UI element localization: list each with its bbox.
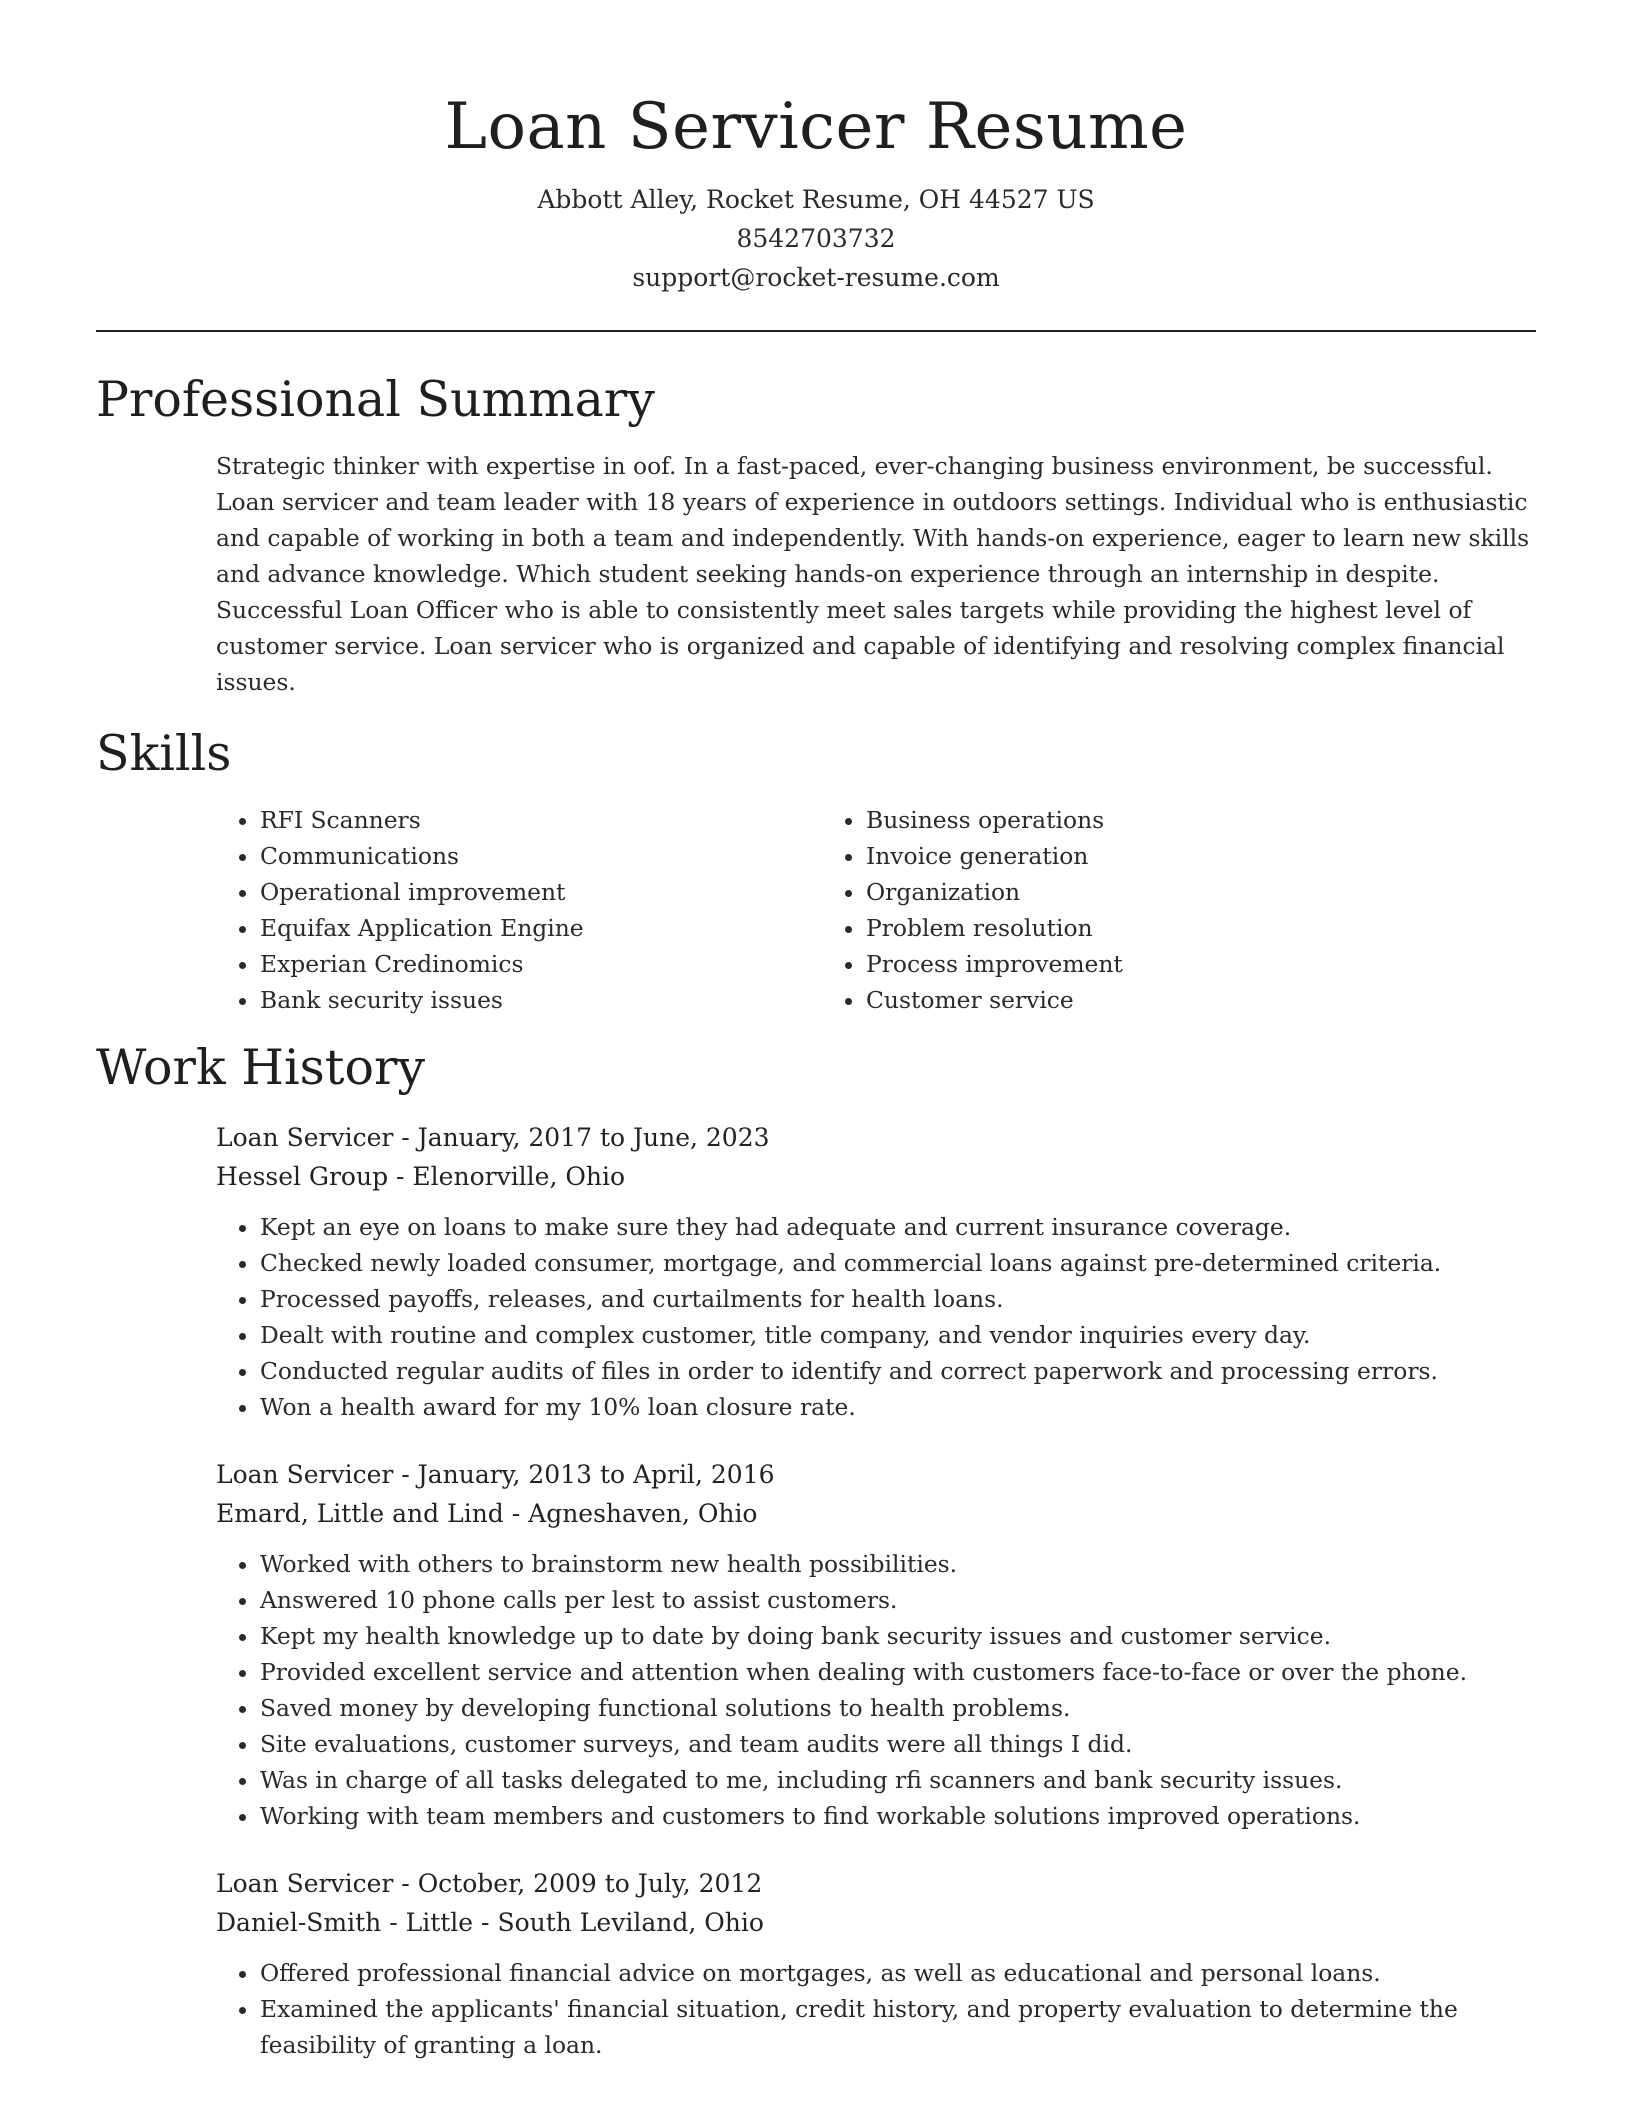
job-duty: • Processed payoffs, releases, and curtailments for health loans.	[260, 1281, 1536, 1317]
job-duties	[216, 1955, 1536, 2063]
job-duties	[216, 1546, 1536, 1834]
work-history-heading: Work History	[96, 1039, 426, 1096]
job-duty: • Site evaluations, customer surveys, and team audits were all things I did.	[260, 1726, 1536, 1762]
job-company: Daniel-Smith - Little	[216, 1908, 474, 1937]
job-duty: • Kept my health knowledge up to date by doing bank security issues and customer service.	[260, 1618, 1536, 1654]
job-entry	[216, 1455, 1536, 1834]
job-company: Emard, Little and Lind	[216, 1499, 504, 1528]
job-duty: • Was in charge of all tasks delegated to me, including rfi scanners and bank security issues.	[260, 1762, 1536, 1798]
skill-item: • Organization	[866, 874, 1422, 910]
job-duty: • Working with team members and customers to find workable solutions improved operations.	[260, 1798, 1536, 1834]
job-dates: January, 2013 to April, 2016	[417, 1460, 775, 1489]
skill-item: • Process improvement	[866, 946, 1422, 982]
job-duty: • Checked newly loaded consumer, mortgage, and commercial loans against pre-determined criteria.	[260, 1245, 1536, 1281]
skill-item: • Equifax Application Engine	[260, 910, 822, 946]
job-duty: • Dealt with routine and complex customer, title company, and vendor inquiries every day.	[260, 1317, 1536, 1353]
job-duty: • Examined the applicants' financial situation, credit history, and property evaluation to determine the feasibility of granting a loan.	[260, 1991, 1536, 2063]
job-title: Loan Servicer	[216, 1123, 394, 1152]
job-entry	[216, 1864, 1536, 2063]
contact-block	[96, 180, 1536, 297]
skill-item: • Operational improvement	[260, 874, 822, 910]
skill-item: • Customer service	[866, 982, 1422, 1018]
contact-address: Abbott Alley, Rocket Resume, OH 44527 US	[537, 185, 1095, 214]
job-duties	[216, 1209, 1536, 1425]
job-dates: January, 2017 to June, 2023	[417, 1123, 770, 1152]
job-company-line: Daniel-Smith - Little - South Leviland, Ohio	[216, 1908, 764, 1937]
summary-text: Strategic thinker with expertise in oof. In a fast-paced, ever-changing business environment, be successful. Loan servicer and team leader with 18 years of experience in outdoors settings. Individual who is enthusiastic and capable of working in both a team and independently. With hands-on experience, eager to learn new skills and advance knowledge. Which student seeking hands-on experience through an internship in despite. Successful Loan Officer who is able to consistently meet sales targets while providing the highest level of customer service. Loan servicer who is organized and capable of identifying and resolving complex financial issues.	[216, 452, 1530, 696]
job-location: South Leviland, Ohio	[497, 1908, 764, 1937]
job-duty: • Offered professional financial advice on mortgages, as well as educational and personal loans.	[260, 1955, 1536, 1991]
job-title-line: Loan Servicer - January, 2013 to April, 2016	[216, 1460, 775, 1489]
job-company-line: Hessel Group - Elenorville, Ohio	[216, 1162, 626, 1191]
skill-item: • RFI Scanners	[260, 802, 822, 838]
job-duty: • Conducted regular audits of files in order to identify and correct paperwork and processing errors.	[260, 1353, 1536, 1389]
job-company-line: Emard, Little and Lind - Agneshaven, Ohio	[216, 1499, 758, 1528]
job-duty: • Answered 10 phone calls per lest to assist customers.	[260, 1582, 1536, 1618]
job-duty: • Won a health award for my 10% loan closure rate.	[260, 1389, 1536, 1425]
job-title-line: Loan Servicer - January, 2017 to June, 2023	[216, 1123, 770, 1152]
skills-column-right	[822, 802, 1422, 1018]
job-company: Hessel Group	[216, 1162, 389, 1191]
header-divider	[96, 330, 1536, 332]
job-dates: October, 2009 to July, 2012	[417, 1869, 763, 1898]
skill-item: • Communications	[260, 838, 822, 874]
job-title-line: Loan Servicer - October, 2009 to July, 2012	[216, 1869, 763, 1898]
job-duty: • Kept an eye on loans to make sure they had adequate and current insurance coverage.	[260, 1209, 1536, 1245]
skill-item: • Problem resolution	[866, 910, 1422, 946]
summary-heading: Professional Summary	[96, 371, 655, 428]
job-duty: • Worked with others to brainstorm new health possibilities.	[260, 1546, 1536, 1582]
skill-item: • Business operations	[866, 802, 1422, 838]
job-entry	[216, 1118, 1536, 1425]
skills-heading: Skills	[96, 725, 232, 782]
job-title: Loan Servicer	[216, 1869, 394, 1898]
contact-phone: 8542703732	[736, 224, 896, 253]
skill-item: • Bank security issues	[260, 982, 822, 1018]
job-location: Agneshaven, Ohio	[528, 1499, 758, 1528]
contact-email: support@rocket-resume.com	[632, 263, 1000, 292]
skills-list	[216, 802, 1536, 1018]
resume-title: Loan Servicer Resume	[444, 90, 1188, 164]
resume-page	[96, 0, 1536, 2063]
skills-column-left	[216, 802, 822, 1018]
skill-item: • Experian Credinomics	[260, 946, 822, 982]
skill-item: • Invoice generation	[866, 838, 1422, 874]
job-duty: • Provided excellent service and attention when dealing with customers face-to-face or over the phone.	[260, 1654, 1536, 1690]
job-title: Loan Servicer	[216, 1460, 394, 1489]
job-location: Elenorville, Ohio	[412, 1162, 626, 1191]
job-duty: • Saved money by developing functional solutions to health problems.	[260, 1690, 1536, 1726]
